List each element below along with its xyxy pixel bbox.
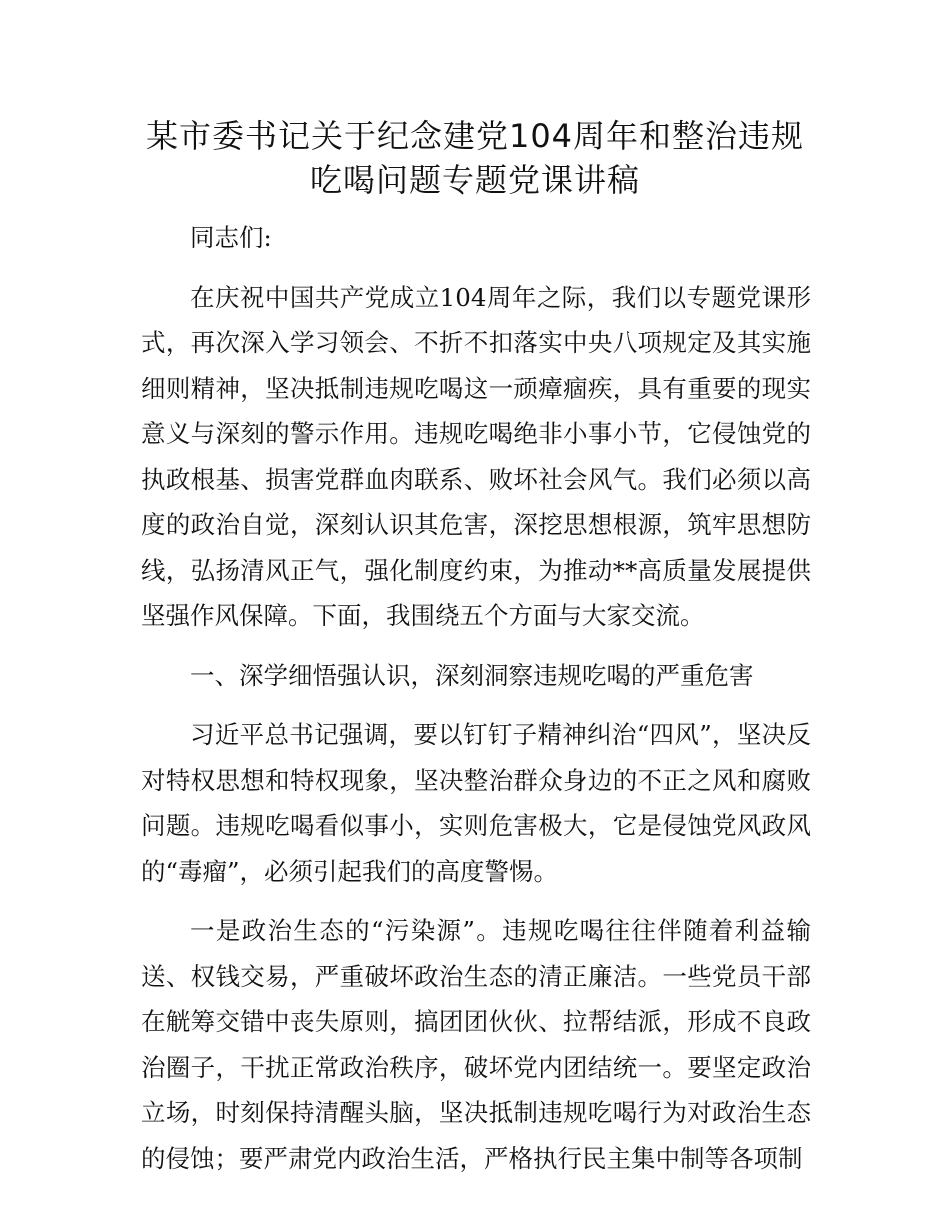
section-heading-1: 一、深学细悟强认识，深刻洞察违规吃喝的严重危害 <box>190 660 754 690</box>
paragraph-section-1: 习近平总书记强调，要以钉钉子精神纠治“四风”，坚决反对特权思想和特权现象，坚决整治群众身边的不正之风和腐败问题。违规吃喝看似事小，实则危害极大，它是侵蚀党风政风的“毒瘤”，必须引起我们的高度警惕。 <box>141 720 811 886</box>
document-title-line-1: 某市委书记关于纪念建党104周年和整治违规 <box>145 117 805 155</box>
greeting: 同志们: <box>190 223 272 252</box>
paragraph-point-1: 一是政治生态的“污染源”。违规吃喝往往伴随着利益输送、权钱交易，严重破坏政治生态的清正廉洁。一些党员干部在觥筹交错中丧失原则，搞团团伙伙、拉帮结派，形成不良政治圈子，干扰正常政治秩序，破坏党内团结统一。要坚定政治立场，时刻保持清醒头脑，坚决抵制违规吃喝行为对政治生态的侵蚀；要严肃党内政治生活，严格执行民主集中制等各项制 <box>141 916 811 1173</box>
document-title-line-2: 吃喝问题专题党课讲稿 <box>309 161 640 199</box>
paragraph-intro: 在庆祝中国共产党成立104周年之际，我们以专题党课形式，再次深入学习领会、不折不扣落实中央八项规定及其实施细则精神，坚决抵制违规吃喝这一顽瘴痼疾，具有重要的现实意义与深刻的警示作用。违规吃喝绝非小事小节，它侵蚀党的执政根基、损害党群血肉联系、败坏社会风气。我们必须以高度的政治自觉，深刻认识其危害，深挖思想根源，筑牢思想防线，弘扬清风正气，强化制度约束，为推动**高质量发展提供坚强作风保障。下面，我围绕五个方面与大家交流。 <box>141 282 811 630</box>
document-body <box>141 215 811 1195</box>
